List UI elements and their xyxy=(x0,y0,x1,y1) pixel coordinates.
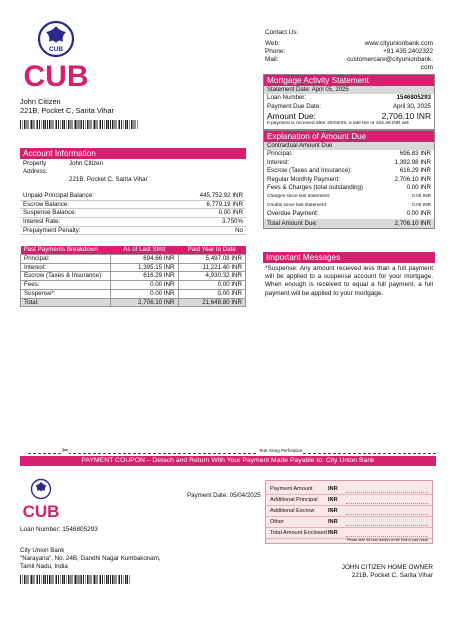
form-row-currency: INR xyxy=(328,507,338,514)
coupon-bank-address xyxy=(20,547,161,584)
form-amount-field[interactable] xyxy=(346,530,428,537)
pp-cell-ytd: 4,930.32 INR xyxy=(178,272,246,281)
explanation-row-value: 0.00 INR xyxy=(412,202,431,208)
account-row-value: 6,779.19 INR xyxy=(206,200,243,208)
pp-total-ytd: 21,648.80 INR xyxy=(178,298,246,307)
form-row-label: Other xyxy=(270,518,284,525)
contact-title: Contact Us: xyxy=(265,29,299,36)
explanation-row-value: 696.83 INR xyxy=(399,150,431,157)
explanation-row-value: 2,706.10 INR xyxy=(394,175,431,183)
payment-form xyxy=(265,480,433,544)
form-row-label: Total Amount Enclosed xyxy=(270,529,327,536)
pp-cell-last: 0.00 INR xyxy=(111,281,179,290)
svg-text:CUB: CUB xyxy=(23,60,89,92)
total-due-label: Total Amount Due: xyxy=(267,219,318,227)
pp-cell-label: Suspense*: xyxy=(21,289,111,298)
table-row xyxy=(21,263,246,272)
messages-title: Important Messages xyxy=(263,252,435,263)
form-row-label: Additional Escrow xyxy=(270,507,315,514)
account-row xyxy=(20,227,246,236)
coupon-logo xyxy=(20,476,68,520)
amount-label: Amount Due: xyxy=(267,111,316,122)
form-row-currency: INR xyxy=(328,529,338,536)
tear-text: Tear Along Perforation xyxy=(259,448,303,453)
explanation-row-label: Overdue Payment: xyxy=(267,210,319,218)
account-row-label: Escrow Balance: xyxy=(23,200,70,208)
account-row-value: 3.750% xyxy=(222,218,243,226)
svg-text:CUB: CUB xyxy=(48,46,64,53)
explanation-row-label: Fees & Charges (total outstanding) xyxy=(267,184,363,192)
account-row-value: No xyxy=(235,226,243,234)
explanation-title: Explanation of Amount Due xyxy=(264,131,434,142)
coupon-banner: PAYMENT COUPON – Detach and Return With Your Payment Made Payable to: City Union Bank xyxy=(20,456,436,466)
account-row xyxy=(20,209,246,218)
explanation-row-label: Credits since last statement: xyxy=(267,202,328,208)
explanation-row xyxy=(264,210,434,219)
explanation-row xyxy=(264,193,434,202)
mail-link-cont: com xyxy=(420,64,433,71)
account-row xyxy=(20,201,246,210)
form-row-label: Additional Principal xyxy=(270,496,318,503)
pp-cell-label: Fees: xyxy=(21,281,111,290)
barcode xyxy=(20,120,138,129)
form-row xyxy=(266,517,432,528)
account-row-label: Unpaid Principal Balance: xyxy=(23,192,94,200)
owner-line-1: JOHN CITIZEN HOME OWNER xyxy=(341,564,433,571)
pp-cell-ytd: 0.00 INR xyxy=(178,281,246,290)
pp-cell-label: Principal: xyxy=(21,254,111,263)
explanation-row xyxy=(264,184,434,193)
messages-panel xyxy=(263,252,435,300)
past-payments-header xyxy=(21,246,246,254)
pp-cell-label: Interest: xyxy=(21,263,111,272)
bank-line-3: Tamil Nadu, India xyxy=(20,562,68,570)
account-row-value: 445,752.92 INR xyxy=(199,192,243,200)
statement-date: Statement Date: April 05, 2025 xyxy=(264,86,434,94)
cub-logo xyxy=(20,14,102,92)
explanation-row-value: 0.00 INR xyxy=(406,184,431,192)
account-row-label: Interest Rate: xyxy=(23,218,61,226)
web-label: Web: xyxy=(265,40,280,47)
account-panel xyxy=(20,148,246,235)
explanation-row xyxy=(264,176,434,185)
form-row xyxy=(266,506,432,517)
pp-cell-last: 616.29 INR xyxy=(111,272,179,281)
explanation-subheader: Contractual Amount Due xyxy=(264,142,434,150)
explanation-row-value: 0.00 INR xyxy=(406,210,431,218)
statement-title: Mortgage Activity Statement xyxy=(264,75,434,86)
bank-line-1: City Union Bank xyxy=(20,547,65,554)
owner-line-2: 221B, Pocket C, Sarita Vihar xyxy=(351,572,433,579)
form-amount-field[interactable] xyxy=(346,486,428,493)
explanation-row-label: Charges since last statement: xyxy=(267,193,331,199)
form-row-label: Payment Amount xyxy=(270,485,313,492)
scissors-icon: ✂ xyxy=(62,446,69,455)
phone-value: +91 435 2402322 xyxy=(383,48,433,55)
statement-panel xyxy=(263,74,435,130)
explanation-row-label: Interest: xyxy=(267,158,290,166)
late-fee-note: If payment is received after 30/04/25, a late fee of 104.49 INR will xyxy=(267,121,409,127)
messages-body: *Suspense: Any amount received less than a full payment will be applied to a suspense account for your mortgage. When enough is received to equal a full payment, a full payment will be applied to your mortgage. xyxy=(265,265,433,297)
form-row xyxy=(266,495,432,506)
pp-cell-last: 694.66 INR xyxy=(111,254,179,263)
pp-cell-ytd: 5,497.08 INR xyxy=(178,254,246,263)
explanation-row-label: Regular Monthly Payment: xyxy=(267,175,340,183)
account-row xyxy=(20,192,246,201)
pp-cell-last: 0.00 INR xyxy=(111,289,179,298)
pp-header-1: As of Last Stmt xyxy=(123,246,166,254)
explanation-row-value: 0.00 INR xyxy=(412,193,431,199)
explanation-row-value: 1,392.98 INR xyxy=(394,158,431,166)
phone-label: Phone: xyxy=(265,48,286,55)
property-label: Property Address: xyxy=(23,160,48,175)
explanation-row xyxy=(264,150,434,159)
coupon-payment-date: Payment Date: 05/04/2025 xyxy=(187,492,261,499)
account-row xyxy=(20,218,246,227)
explanation-row xyxy=(264,202,434,211)
property-line2: 221B, Pocket C, Sarita Vihar xyxy=(69,175,148,183)
account-row-label: Prepayment Penalty: xyxy=(23,226,81,234)
mail-link[interactable]: customercare@cityunionbank. xyxy=(346,56,433,63)
amount-due: 2,706.10 INR xyxy=(381,111,431,122)
form-row-currency: INR xyxy=(328,485,338,492)
account-row-value: 0.00 INR xyxy=(218,209,243,217)
explanation-row xyxy=(264,167,434,176)
table-row xyxy=(21,281,246,290)
form-amount-field[interactable] xyxy=(346,508,428,515)
form-row-currency: INR xyxy=(328,518,338,525)
table-row xyxy=(21,254,246,263)
customer-address: 221B, Pocket C, Sarita Vihar xyxy=(20,106,114,116)
explanation-row-label: Principal: xyxy=(267,150,293,157)
form-amount-field[interactable] xyxy=(346,497,428,504)
explanation-row xyxy=(264,159,434,168)
pp-header-0: Past Payments Breakdown xyxy=(23,246,98,254)
past-payments-total xyxy=(21,298,246,307)
loan-label: Loan Number: xyxy=(267,94,307,101)
due-date: April 30, 2025 xyxy=(392,102,431,110)
pp-cell-ytd: 0.00 INR xyxy=(178,289,246,298)
coupon-loan-number: Loan Number: 1546805293 xyxy=(20,526,98,533)
pp-cell-label: Escrow (Taxes & Insurance): xyxy=(21,272,111,281)
explanation-panel xyxy=(263,130,435,229)
pp-cell-last: 1,395.15 INR xyxy=(111,263,179,272)
total-due-value: 2,706.10 INR xyxy=(394,219,431,227)
form-row xyxy=(266,484,432,495)
form-amount-field[interactable] xyxy=(346,519,428,526)
pp-cell-ytd: 11,221.40 INR xyxy=(178,263,246,272)
property-line1: John Citizen xyxy=(69,160,104,167)
web-link[interactable]: www.cityunionbank.com xyxy=(364,40,433,47)
bank-line-2: "Narayana", No. 24B, Gandhi Nagar Kumbakonam, xyxy=(20,554,161,562)
svg-text:CUB: CUB xyxy=(22,502,60,520)
table-row xyxy=(21,289,246,298)
contact-block xyxy=(265,29,433,72)
form-note: Please write the loan number on the front of your check xyxy=(347,537,428,542)
account-title: Account Information xyxy=(20,148,246,159)
customer-name: John Citizen xyxy=(20,97,61,106)
tear-line xyxy=(28,448,436,456)
loan-number: 1546805293 xyxy=(396,94,431,101)
explanation-row-value: 616.29 INR xyxy=(399,167,431,175)
mail-label: Mail: xyxy=(265,56,279,63)
pp-total-last: 2,706.10 INR xyxy=(111,298,179,307)
form-row-currency: INR xyxy=(328,496,338,503)
account-row-label: Suspense Balance: xyxy=(23,209,77,217)
table-row xyxy=(21,272,246,281)
pp-total-label: Total: xyxy=(21,298,111,307)
pp-header-2: Paid Year to Date xyxy=(187,246,236,254)
coupon-barcode xyxy=(20,575,130,584)
past-payments-table xyxy=(20,246,246,307)
coupon-owner xyxy=(300,564,433,580)
explanation-row-label: Escrow (Taxes and Insurance): xyxy=(267,167,352,175)
customer-block xyxy=(20,97,240,129)
due-label: Payment Due Date: xyxy=(267,102,321,110)
